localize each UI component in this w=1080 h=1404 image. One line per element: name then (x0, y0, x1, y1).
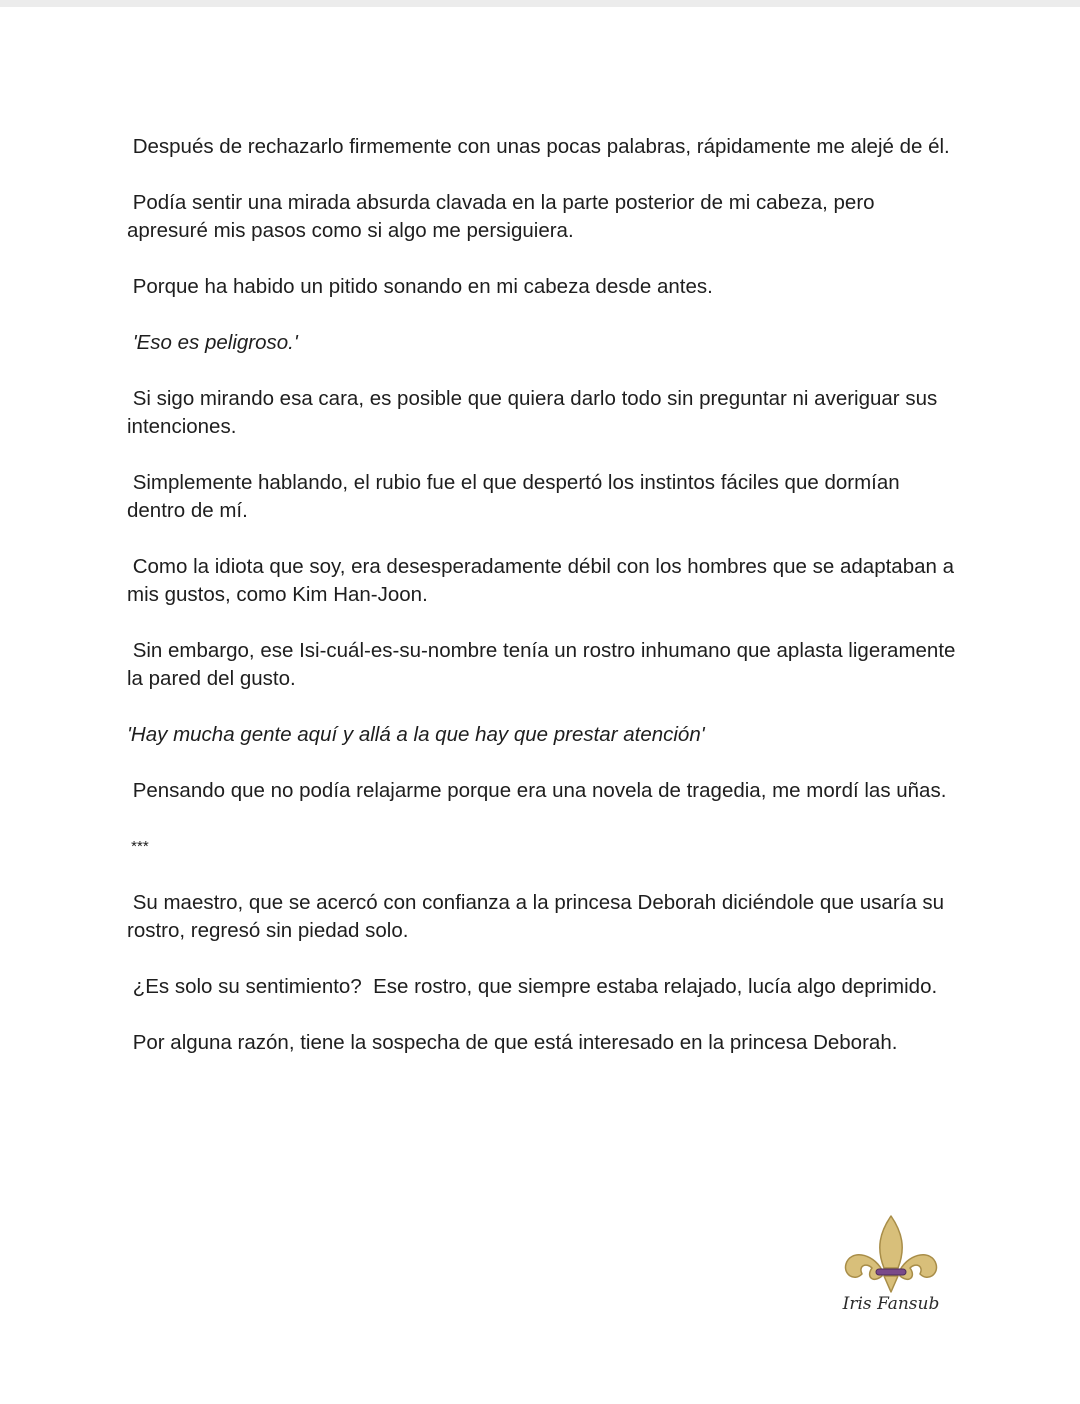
fleur-de-lis-icon (836, 1214, 946, 1294)
section-separator: *** (127, 838, 149, 855)
iris-fansub-watermark (836, 1214, 946, 1324)
paragraph: Sin embargo, ese Isi-cuál-es-su-nombre tenía un rostro inhumano que aplasta ligeramente la pared del gusto. (127, 639, 962, 690)
paragraph: Por alguna razón, tiene la sospecha de que está interesado en la princesa Deborah. (127, 1031, 898, 1054)
paragraph: Podía sentir una mirada absurda clavada en la parte posterior de mi cabeza, pero apresuré mis pasos como si algo me persiguiera. (127, 191, 881, 242)
paragraph: Si sigo mirando esa cara, es posible que quiera darlo todo sin preguntar ni averiguar sus intenciones. (127, 387, 943, 438)
paragraph: 'Hay mucha gente aquí y allá a la que hay que prestar atención' (127, 723, 705, 746)
top-strip (0, 0, 1080, 7)
paragraph: Porque ha habido un pitido sonando en mi cabeza desde antes. (127, 275, 713, 298)
watermark-text: Iris Fansub (842, 1294, 940, 1314)
paragraph: Pensando que no podía relajarme porque era una novela de tragedia, me mordí las uñas. (127, 779, 947, 802)
paragraph: Simplemente hablando, el rubio fue el que despertó los instintos fáciles que dormían dentro de mí. (127, 471, 906, 522)
paragraph: Su maestro, que se acercó con confianza a la princesa Deborah diciéndole que usaría su rostro, regresó sin piedad solo. (127, 891, 950, 942)
paragraph: Como la idiota que soy, era desesperadamente débil con los hombres que se adaptaban a mis gustos, como Kim Han-Joon. (127, 555, 960, 606)
paragraph: Después de rechazarlo firmemente con unas pocas palabras, rápidamente me alejé de él. (127, 135, 950, 158)
document-body (127, 133, 962, 1085)
paragraph: 'Eso es peligroso.' (127, 331, 298, 354)
paragraph: ¿Es solo su sentimiento? Ese rostro, que siempre estaba relajado, lucía algo deprimido. (127, 975, 938, 998)
